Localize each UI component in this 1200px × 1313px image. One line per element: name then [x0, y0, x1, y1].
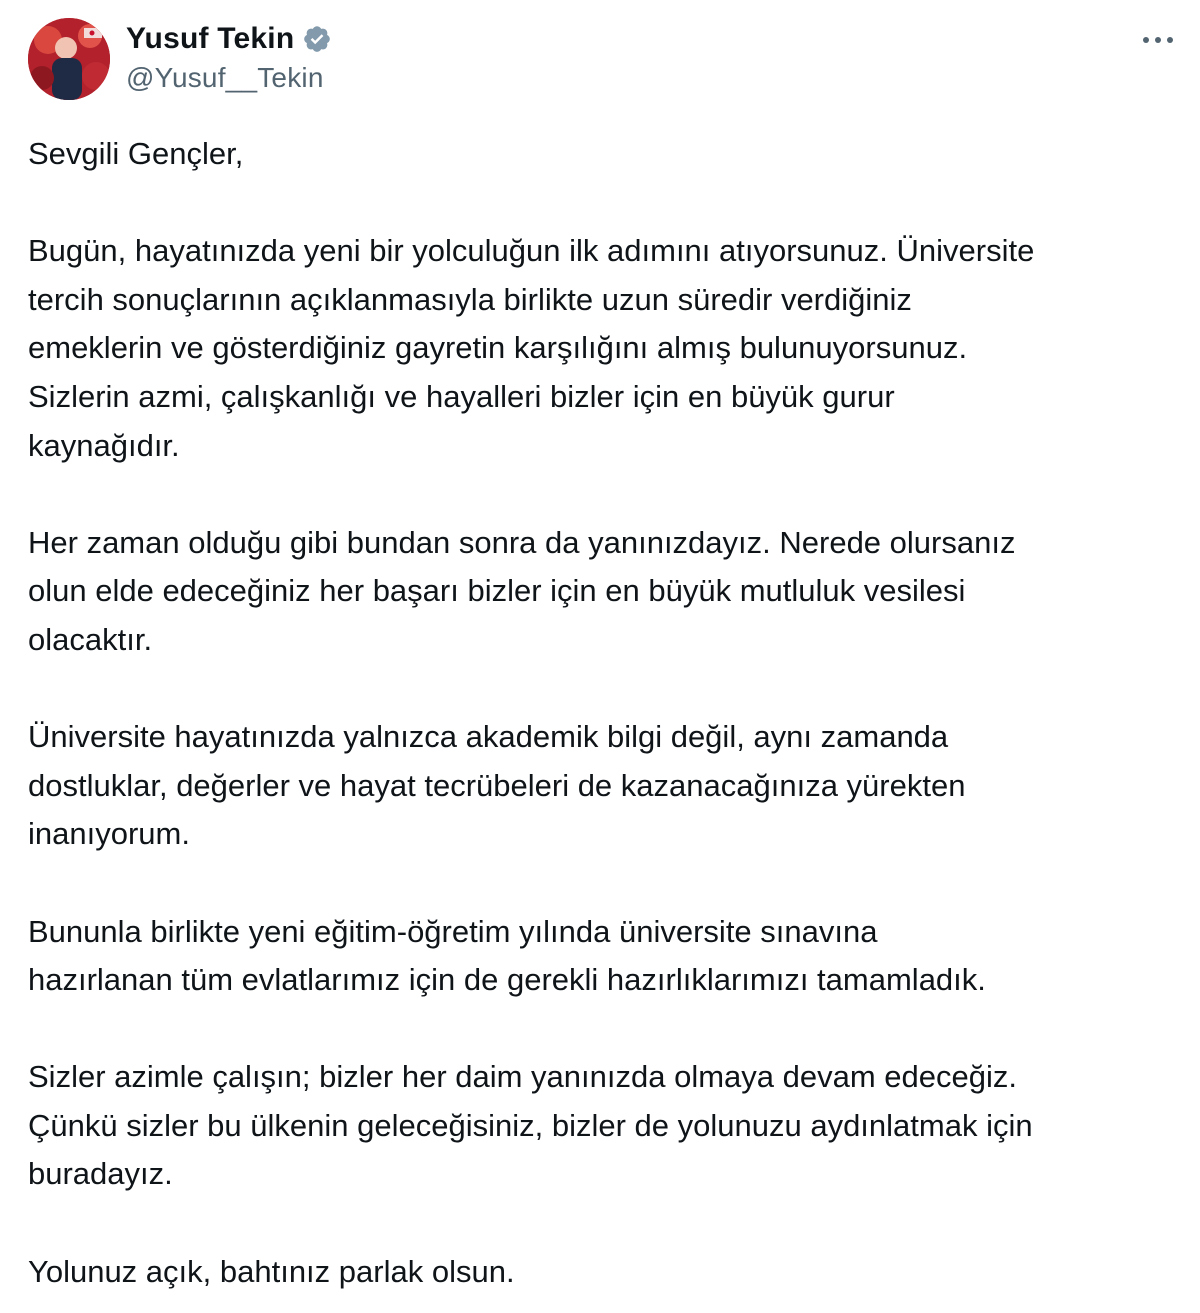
author-info: [126, 20, 332, 94]
display-name-row: [126, 20, 332, 58]
tweet-paragraph: Sevgili Gençler,: [28, 136, 244, 171]
tweet-paragraph: Üniversite hayatınızda yalnızca akademik bilgi değil, aynı zamanda dostluklar, değerler ve hayat tecrübeleri de kazanacağınıza yürekten inanıyorum.: [28, 719, 966, 852]
tweet-paragraph: Her zaman olduğu gibi bundan sonra da yanınızdayız. Nerede olursanız olun elde edeceğiniz her başarı bizler için en büyük mutluluk vesilesi olacaktır.: [28, 524, 1016, 657]
tweet-paragraph: Sizler azimle çalışın; bizler her daim yanınızda olmaya devam edeceğiz. Çünkü sizler bu ülkenin geleceğisiniz, bizler de yolunuzu aydınlatmak için buradayız.: [28, 1059, 1033, 1192]
tweet-text: [28, 130, 1178, 1296]
avatar[interactable]: [28, 18, 110, 100]
more-horizontal-icon: [1141, 35, 1175, 45]
more-options-button[interactable]: [1138, 28, 1178, 52]
profile-avatar-image: [28, 18, 110, 100]
tweet-paragraph: Bugün, hayatınızda yeni bir yolculuğun ilk adımını atıyorsunuz. Üniversite tercih sonuçlarının açıklanmasıyla birlikte uzun süredir verdiğiniz emeklerin ve gösterdiğiniz gayretin karşılığını almış bulunuyorsunuz. Sizlerin azmi, çalışkanlığı ve hayalleri bizler için en büyük gurur kaynağıdır.: [28, 233, 1035, 463]
tweet-header: [28, 18, 1178, 102]
tweet-paragraph: Yolunuz açık, bahtınız parlak olsun.: [28, 1253, 515, 1289]
handle[interactable]: @Yusuf__Tekin: [126, 62, 324, 93]
verified-badge-icon: [302, 24, 332, 54]
display-name[interactable]: Yusuf Tekin: [126, 22, 295, 55]
tweet-paragraph: Bununla birlikte yeni eğitim-öğretim yılında üniversite sınavına hazırlanan tüm evlatlarımız için de gerekli hazırlıklarımızı tamamladık.: [28, 913, 986, 998]
